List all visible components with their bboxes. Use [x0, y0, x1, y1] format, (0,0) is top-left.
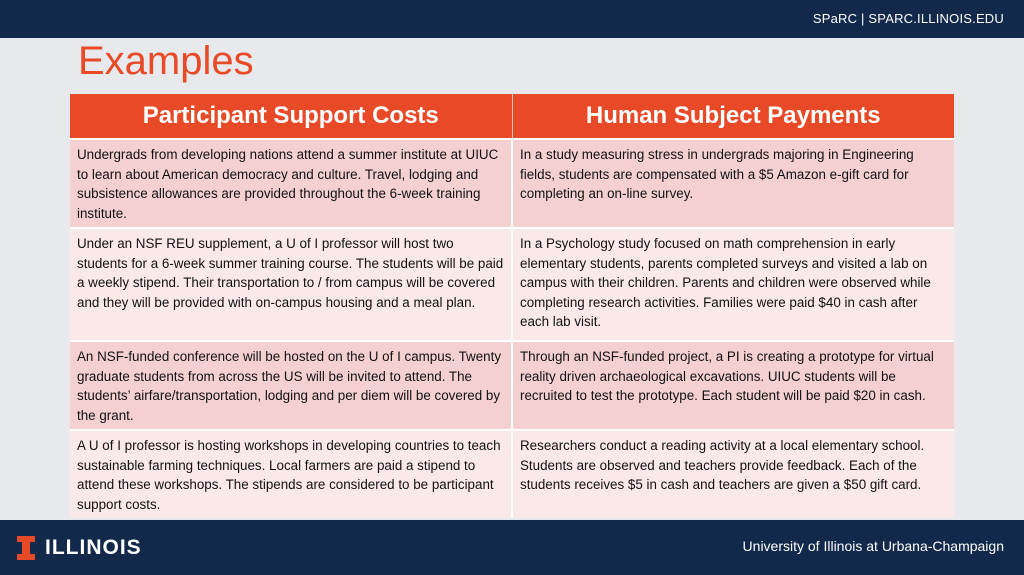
- illinois-wordmark: ILLINOIS: [45, 536, 142, 559]
- illinois-logo[interactable]: [17, 536, 142, 560]
- examples-table: [70, 94, 954, 518]
- top-bar: [0, 0, 1024, 38]
- column-header-participant-support: Participant Support Costs: [70, 94, 512, 139]
- table-cell: Undergrads from developing nations attend a summer institute at UIUC to learn about American democracy and culture. Travel, lodging and subsistence allowances are provided throughout the 6-week training institute.: [70, 139, 512, 228]
- university-name: University of Illinois at Urbana-Champaign: [742, 538, 1004, 554]
- table-cell: A U of I professor is hosting workshops in developing countries to teach sustainable farming techniques. Local farmers are paid a stipend to attend these workshops. The stipends are considered to be participant support costs.: [70, 430, 512, 518]
- table-cell: In a study measuring stress in undergrads majoring in Engineering fields, students are compensated with a $5 Amazon e-gift card for completing an on-line survey.: [512, 139, 954, 228]
- table-row: [70, 430, 954, 518]
- table-row: [70, 139, 954, 228]
- site-label: SPaRC | SPARC.ILLINOIS.EDU: [812, 11, 1004, 26]
- table-cell: Under an NSF REU supplement, a U of I professor will host two students for a 6-week summer training course. The students will be paid a weekly stipend. Their transportation to / from campus will be covered and they will be provided with on-campus housing and a meal plan.: [70, 228, 512, 341]
- block-i-icon: [17, 536, 35, 560]
- table-cell: In a Psychology study focused on math comprehension in early elementary students, parents completed surveys and visited a lab on campus with their children. Parents and children were observed while completing research activities. Families were paid $40 in cash after each lab visit.: [512, 228, 954, 341]
- table-row: [70, 228, 954, 341]
- page-title: Examples: [78, 39, 254, 83]
- table-cell: Through an NSF-funded project, a PI is creating a prototype for virtual reality driven archaeological excavations. UIUC students will be recruited to test the prototype. Each student will be paid $20 in cash.: [512, 341, 954, 430]
- column-header-human-subject: Human Subject Payments: [512, 94, 954, 139]
- table-cell: An NSF-funded conference will be hosted on the U of I campus. Twenty graduate students from across the US will be invited to attend. The students’ airfare/transportation, lodging and per diem will be covered by the grant.: [70, 341, 512, 430]
- table-header-row: [70, 94, 954, 139]
- table-row: [70, 341, 954, 430]
- table-cell: Researchers conduct a reading activity at a local elementary school. Students are observed and teachers provide feedback. Each of the students receives $5 in cash and teachers are given a $50 gift card.: [512, 430, 954, 518]
- footer-bar: [0, 520, 1024, 575]
